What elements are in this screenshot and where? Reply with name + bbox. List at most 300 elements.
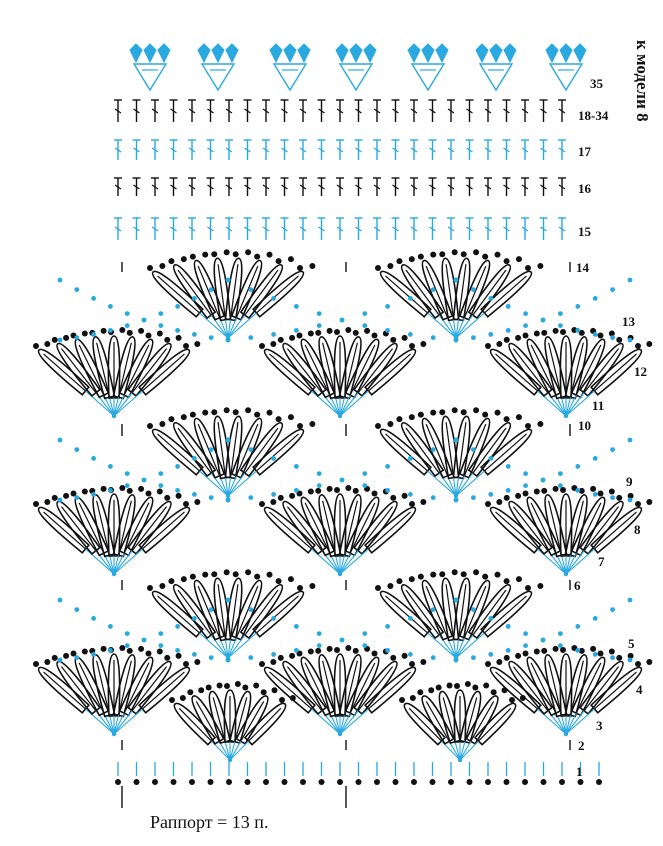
- chain-dot: [138, 486, 144, 492]
- chain-dot: [125, 483, 130, 488]
- chain-dot: [447, 683, 453, 689]
- chain-dot: [115, 779, 121, 785]
- chain-dot: [488, 456, 493, 461]
- chain-dot: [417, 689, 423, 695]
- chain-dot: [454, 438, 459, 443]
- chain-dot: [259, 343, 265, 349]
- double-crochet: [540, 218, 548, 240]
- row-label-4: 4: [636, 682, 643, 697]
- chain-dot: [496, 659, 502, 665]
- chain-dot: [192, 332, 197, 337]
- chain-dot: [509, 697, 515, 703]
- double-crochet: [392, 218, 400, 240]
- chain-dot: [190, 254, 196, 260]
- chain-dot: [345, 485, 351, 491]
- chain-dot: [515, 335, 521, 341]
- chain-dot: [91, 332, 96, 337]
- chain-dot: [609, 649, 615, 655]
- chain-dot: [485, 343, 491, 349]
- chain-dot: [593, 296, 598, 301]
- chain-dot: [33, 501, 39, 507]
- double-crochet: [281, 100, 289, 122]
- chain-dot: [375, 423, 381, 429]
- chain-dot: [516, 256, 522, 262]
- chain-dot: [385, 648, 390, 653]
- chain-dot: [495, 252, 501, 258]
- double-crochet: [392, 140, 400, 160]
- row-1-foundation: [115, 762, 602, 785]
- chain-dot: [209, 335, 214, 340]
- double-crochet: [133, 100, 141, 122]
- chain-dot: [523, 323, 528, 328]
- chain-dot: [420, 499, 426, 505]
- row-label-8: 8: [634, 522, 641, 537]
- chain-dot: [248, 447, 253, 452]
- double-crochet: [281, 178, 289, 196]
- chain-dot: [471, 287, 476, 292]
- double-crochet: [540, 140, 548, 160]
- chain-dot: [147, 423, 153, 429]
- chain-dot: [504, 655, 510, 661]
- chain-dot: [158, 643, 163, 648]
- chain-dot: [374, 779, 380, 785]
- chain-dot: [387, 583, 393, 589]
- chain-dot: [408, 492, 413, 497]
- chain-arc: [226, 438, 459, 503]
- chain-dot: [598, 651, 604, 657]
- chain-dot: [74, 287, 79, 292]
- chain-dot: [108, 464, 113, 469]
- chain-dot: [52, 655, 58, 661]
- chain-dot: [224, 569, 230, 575]
- chain-dot: [125, 631, 130, 636]
- chain-dot: [279, 697, 285, 703]
- chain-dot: [522, 779, 528, 785]
- treble-crochet-fan: [259, 327, 426, 418]
- chain-dot: [271, 492, 276, 497]
- tall-stitch: [319, 655, 340, 717]
- treble-crochet-fan: [375, 569, 543, 660]
- treble-crochet-fan: [485, 485, 652, 576]
- row-label-5: 5: [628, 636, 635, 651]
- chain-dot: [485, 501, 491, 507]
- chain-dot: [308, 489, 314, 495]
- chain-dot: [327, 486, 333, 492]
- chain-dot: [461, 571, 467, 577]
- chain-dot: [91, 456, 96, 461]
- chain-dot: [152, 779, 158, 785]
- chain-dot: [454, 278, 459, 283]
- chain-dot: [473, 407, 479, 413]
- chain-dot: [315, 330, 321, 336]
- chain-dot: [362, 483, 367, 488]
- chain-dot: [164, 655, 170, 661]
- chain-dot: [248, 287, 253, 292]
- chain-dot: [82, 331, 88, 337]
- chain-dot: [91, 616, 96, 621]
- chain-dot: [58, 598, 63, 603]
- chain-dot: [393, 779, 399, 785]
- chain-dot: [334, 487, 340, 493]
- chain-dot: [593, 492, 598, 497]
- chain-dot: [91, 492, 96, 497]
- chain-dot: [461, 409, 467, 415]
- chain-dot: [628, 278, 633, 283]
- chain-dot: [168, 578, 174, 584]
- chain-dot: [473, 249, 479, 255]
- chain-dot: [560, 329, 566, 335]
- chain-dot: [183, 343, 189, 349]
- chain-dot: [430, 252, 436, 258]
- chain-dot: [504, 337, 510, 343]
- chain-dot: [181, 256, 187, 262]
- chain-dot: [267, 410, 273, 416]
- double-crochet: [466, 178, 474, 196]
- chain-dot: [628, 338, 633, 343]
- chain-dot: [362, 643, 367, 648]
- picot-crown: [476, 44, 516, 90]
- chain-dot: [315, 488, 321, 494]
- chain-dot: [488, 332, 493, 337]
- double-crochet: [503, 140, 511, 160]
- chain-dot: [33, 343, 39, 349]
- chain-dot: [408, 332, 413, 337]
- double-crochet: [521, 140, 529, 160]
- chain-dot: [390, 337, 396, 343]
- chain-dot: [202, 410, 208, 416]
- chain-dot: [209, 495, 214, 500]
- chain-dot: [396, 258, 402, 264]
- chain-dot: [575, 648, 580, 653]
- chain-dot: [297, 585, 303, 591]
- chain-dot: [317, 323, 322, 328]
- chain-dot: [525, 423, 531, 429]
- chain-dot: [44, 659, 50, 665]
- chain-dot: [436, 685, 442, 691]
- chain-dot: [454, 498, 459, 503]
- chain-dot: [58, 338, 63, 343]
- chain-dot: [504, 495, 510, 501]
- chain-dot: [108, 624, 113, 629]
- chain-dot: [488, 616, 493, 621]
- row-label-12: 12: [634, 364, 647, 379]
- chain-dot: [471, 655, 476, 660]
- chain-dot: [408, 296, 413, 301]
- double-crochet: [466, 100, 474, 122]
- double-crochet: [558, 140, 566, 160]
- chain-dot: [461, 251, 467, 257]
- chain-dot: [431, 607, 436, 612]
- chain-dot: [147, 265, 153, 271]
- chain-dot: [159, 421, 165, 427]
- chain-dot: [334, 329, 340, 335]
- chain-dot: [646, 499, 652, 505]
- chain-dot: [308, 649, 314, 655]
- chain-dot: [175, 328, 180, 333]
- chain-dot: [420, 659, 426, 665]
- double-crochet: [188, 100, 196, 122]
- double-crochet: [521, 178, 529, 196]
- chain-dot: [192, 652, 197, 657]
- treble-crochet-fan: [485, 645, 652, 736]
- chain-dot: [208, 779, 214, 785]
- chain-dot: [375, 585, 381, 591]
- row-label-10: 10: [578, 418, 591, 433]
- double-crochet: [225, 140, 233, 160]
- chain-dot: [175, 464, 180, 469]
- chain-dot: [158, 631, 163, 636]
- chain-dot: [409, 501, 415, 507]
- chain-dot: [506, 488, 511, 493]
- tall-stitch: [545, 655, 566, 717]
- chain-dot: [317, 631, 322, 636]
- chain-dot: [616, 495, 622, 501]
- chain-dot: [482, 254, 488, 260]
- chain-dot: [345, 645, 351, 651]
- chain-dot: [431, 287, 436, 292]
- chain-dot: [276, 258, 282, 264]
- chain-arcs: [58, 278, 633, 663]
- chain-dot: [309, 263, 315, 269]
- chain-dot: [372, 491, 378, 497]
- chain-dot: [353, 488, 359, 494]
- double-crochet: [262, 178, 270, 196]
- chain-dot: [138, 646, 144, 652]
- chain-dot: [159, 583, 165, 589]
- double-crochet: [133, 178, 141, 196]
- chain-dot: [523, 643, 528, 648]
- chain-dot: [63, 335, 69, 341]
- chain-dot: [33, 661, 39, 667]
- chain-dot: [387, 421, 393, 427]
- chain-dot: [233, 409, 239, 415]
- chain-dot: [175, 304, 180, 309]
- chain-dot: [575, 624, 580, 629]
- row-16-stitches: [114, 178, 566, 196]
- chain-dot: [575, 328, 580, 333]
- double-crochet: [410, 218, 418, 240]
- double-crochet: [447, 218, 455, 240]
- chain-dot: [235, 681, 241, 687]
- double-crochet: [281, 218, 289, 240]
- chain-dot: [224, 683, 230, 689]
- double-crochet: [299, 100, 307, 122]
- chain-dot: [209, 287, 214, 292]
- chain-dot: [242, 685, 248, 691]
- chain-dot: [483, 683, 489, 689]
- chain-dot: [192, 616, 197, 621]
- chain-dot: [553, 328, 559, 334]
- repeat-label: Раппорт = 13 п.: [150, 812, 269, 832]
- chain-dot: [454, 338, 459, 343]
- chain-dot: [610, 447, 615, 452]
- chain-dot: [146, 491, 152, 497]
- chain-dot: [610, 607, 615, 612]
- chain-dot: [488, 296, 493, 301]
- double-crochet: [188, 218, 196, 240]
- chain-dot: [439, 251, 445, 257]
- chain-dot: [385, 328, 390, 333]
- chain-dot: [402, 335, 408, 341]
- chain-dot: [327, 328, 333, 334]
- chain-dot: [259, 661, 265, 667]
- chain-dot: [146, 651, 152, 657]
- double-crochet: [392, 100, 400, 122]
- chain-dot: [541, 648, 547, 654]
- chain-dot: [471, 495, 476, 500]
- double-crochet: [244, 178, 252, 196]
- chain-dot: [189, 779, 195, 785]
- chain-dot: [146, 333, 152, 339]
- chain-dot: [317, 483, 322, 488]
- chain-dot: [317, 643, 322, 648]
- chain-dot: [488, 652, 493, 657]
- chain-dot: [297, 333, 303, 339]
- double-crochet: [521, 100, 529, 122]
- double-crochet: [373, 100, 381, 122]
- chain-dot: [353, 648, 359, 654]
- double-crochet: [540, 100, 548, 122]
- chain-dot: [337, 779, 343, 785]
- row-label-14: 14: [576, 260, 589, 275]
- double-crochet: [244, 100, 252, 122]
- chain-dot: [471, 447, 476, 452]
- chain-dot: [190, 412, 196, 418]
- chain-dot: [523, 471, 528, 476]
- row-label-11: 11: [592, 398, 605, 413]
- double-crochet: [429, 100, 437, 122]
- chain-dot: [206, 685, 212, 691]
- chain-dot: [558, 311, 563, 316]
- chain-dot: [192, 296, 197, 301]
- chain-dot: [181, 576, 187, 582]
- chain-dot: [362, 323, 367, 328]
- chain-dot: [473, 569, 479, 575]
- double-crochet: [466, 140, 474, 160]
- chain-dot: [516, 414, 522, 420]
- treble-crochet-fan: [485, 327, 652, 418]
- chain-dot: [209, 607, 214, 612]
- chain-dot: [175, 488, 180, 493]
- chain-dot: [315, 648, 321, 654]
- chain-dot: [271, 652, 276, 657]
- double-crochet: [299, 218, 307, 240]
- tall-stitch: [93, 337, 114, 399]
- chain-dot: [101, 486, 107, 492]
- chain-dot: [294, 648, 299, 653]
- chain-dot: [263, 779, 269, 785]
- chain-dot: [91, 652, 96, 657]
- double-crochet: [133, 218, 141, 240]
- chain-dot: [345, 327, 351, 333]
- chain-dot: [516, 576, 522, 582]
- chain-dot: [226, 438, 231, 443]
- chain-dot: [245, 779, 251, 785]
- chain-dot: [537, 263, 543, 269]
- chain-dot: [590, 486, 596, 492]
- chain-dot: [593, 456, 598, 461]
- row-label-9: 9: [626, 474, 633, 489]
- double-crochet: [170, 100, 178, 122]
- chain-dot: [575, 488, 580, 493]
- chain-dot: [541, 330, 547, 336]
- tall-stitch: [319, 337, 340, 399]
- chain-dot: [226, 658, 231, 663]
- double-crochet: [299, 140, 307, 160]
- chain-dot: [58, 498, 63, 503]
- chain-dot: [142, 638, 147, 643]
- chain-dot: [267, 252, 273, 258]
- double-crochet: [447, 140, 455, 160]
- chain-dot: [248, 495, 253, 500]
- chain-dot: [408, 456, 413, 461]
- chain-dot: [537, 421, 543, 427]
- row-label-1: 1: [576, 764, 583, 779]
- double-crochet: [262, 218, 270, 240]
- chain-dot: [267, 572, 273, 578]
- chain-dot: [485, 779, 491, 785]
- double-crochet: [410, 100, 418, 122]
- row-label-35: 35: [590, 76, 603, 91]
- chain-dot: [254, 412, 260, 418]
- chain-dot: [506, 328, 511, 333]
- chain-dot: [418, 412, 424, 418]
- chain-dot: [504, 779, 510, 785]
- double-crochet: [558, 218, 566, 240]
- chain-dot: [454, 683, 460, 689]
- chain-dot: [506, 624, 511, 629]
- double-crochet: [318, 178, 326, 196]
- chain-dot: [593, 332, 598, 337]
- row-label-2: 2: [578, 738, 585, 753]
- chain-dot: [635, 501, 641, 507]
- chain-dot: [271, 296, 276, 301]
- double-crochet: [484, 178, 492, 196]
- chain-dot: [176, 653, 182, 659]
- chain-dot: [190, 574, 196, 580]
- chain-dot: [294, 304, 299, 309]
- chain-dot: [515, 493, 521, 499]
- chain-dot: [385, 304, 390, 309]
- chain-dot: [294, 624, 299, 629]
- chain-dot: [74, 495, 79, 500]
- chain-dot: [157, 489, 163, 495]
- chain-dot: [558, 323, 563, 328]
- chain-dot: [192, 492, 197, 497]
- chain-dot: [169, 697, 175, 703]
- chain-dot: [276, 578, 282, 584]
- chain-dot: [158, 471, 163, 476]
- chain-dot: [282, 779, 288, 785]
- double-crochet: [318, 218, 326, 240]
- double-crochet: [170, 218, 178, 240]
- chain-dot: [164, 495, 170, 501]
- chain-dot: [541, 488, 547, 494]
- chain-dot: [506, 464, 511, 469]
- tall-stitch: [319, 495, 340, 557]
- chain-dot: [63, 493, 69, 499]
- chain-dot: [372, 333, 378, 339]
- chain-dot: [523, 651, 529, 657]
- chain-dot: [396, 578, 402, 584]
- double-crochet: [114, 100, 122, 122]
- chain-dot: [245, 407, 251, 413]
- chain-dot: [362, 311, 367, 316]
- chain-dot: [44, 499, 50, 505]
- chain-dot: [362, 631, 367, 636]
- chain-dot: [91, 296, 96, 301]
- double-crochet: [151, 218, 159, 240]
